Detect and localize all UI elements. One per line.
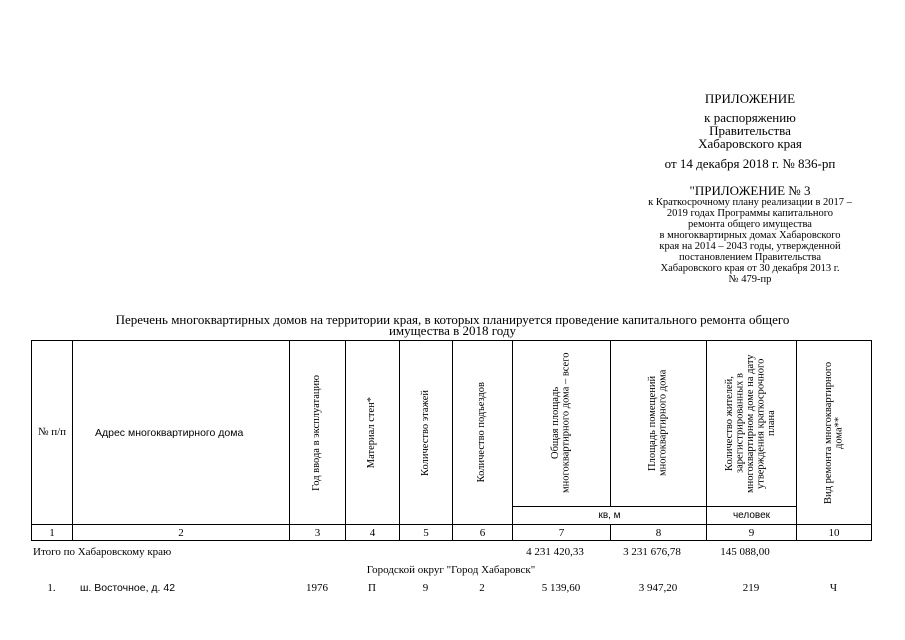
header-num: № п/п bbox=[32, 341, 73, 525]
document-title-line2: имущества в 2018 году bbox=[388, 323, 517, 338]
row-residents: 219 bbox=[742, 582, 760, 594]
appendix3-line: Хабаровского края от 30 декабря 2013 г. bbox=[660, 263, 840, 274]
appendix3-line: 2019 годах Программы капитального bbox=[666, 208, 834, 219]
col-number: 1 bbox=[32, 525, 73, 541]
appendix3-line: края на 2014 – 2043 годы, утвержденной bbox=[659, 241, 841, 252]
houses-table bbox=[31, 340, 872, 541]
row-year: 1976 bbox=[306, 582, 328, 594]
appendix-line: Правительства bbox=[709, 123, 791, 138]
col-number: 4 bbox=[346, 525, 400, 541]
header-year: Год ввода в эксплуатацию bbox=[290, 341, 346, 525]
col-number: 5 bbox=[400, 525, 453, 541]
col-number: 8 bbox=[611, 525, 707, 541]
header-material: Материал стен* bbox=[346, 341, 400, 525]
appendix-line: Хабаровского края bbox=[698, 136, 802, 151]
appendix3-title: "ПРИЛОЖЕНИЕ № 3 bbox=[689, 183, 811, 198]
appendix3-line: к Краткосрочному плану реализации в 2017 – bbox=[648, 197, 852, 208]
unit-area: кв, м bbox=[513, 506, 707, 524]
appendix3-line: в многоквартирных домах Хабаровского bbox=[659, 230, 841, 241]
col-number: 9 bbox=[707, 525, 797, 541]
appendix3-line: ремонта общего имущества bbox=[688, 219, 812, 230]
document-title-line1: Перечень многоквартирных домов на территории края, в которых планируется проведение капитального ремонта общего bbox=[115, 312, 790, 327]
row-material: П bbox=[368, 582, 376, 594]
appendix-title: ПРИЛОЖЕНИЕ bbox=[704, 91, 796, 106]
col-number: 6 bbox=[453, 525, 513, 541]
header-entrances: Количество подъездов bbox=[453, 341, 513, 525]
appendix-date: от 14 декабря 2018 г. № 836-рп bbox=[664, 156, 836, 171]
total-premises-value: 3 231 676,78 bbox=[623, 546, 681, 558]
appendix3-line: постановлением Правительства bbox=[678, 252, 821, 263]
total-residents-value: 145 088,00 bbox=[720, 546, 770, 558]
total-label: Итого по Хабаровскому краю bbox=[33, 546, 172, 558]
row-repair-type: Ч bbox=[829, 582, 838, 594]
header-total-area: Общая площадь многоквартирного дома – всего bbox=[513, 341, 611, 507]
header-repair-type: Вид ремонта многоквартирного дома** bbox=[797, 341, 872, 525]
district-heading: Городской округ "Город Хабаровск" bbox=[366, 564, 536, 576]
appendix3-line: № 479-пр bbox=[728, 274, 772, 285]
row-premises-area: 3 947,20 bbox=[638, 582, 678, 594]
total-area-value: 4 231 420,33 bbox=[526, 546, 584, 558]
col-number: 10 bbox=[797, 525, 872, 541]
col-number: 3 bbox=[290, 525, 346, 541]
row-floors: 9 bbox=[422, 582, 429, 594]
row-total-area: 5 139,60 bbox=[541, 582, 581, 594]
header-premises-area: Площадь помещений многоквартирного дома bbox=[611, 341, 707, 507]
row-address: ш. Восточное, д. 42 bbox=[80, 582, 176, 594]
header-address: Адрес многоквартирного дома bbox=[73, 341, 290, 525]
unit-people: человек bbox=[707, 506, 797, 524]
col-number: 2 bbox=[73, 525, 290, 541]
appendix-line: к распоряжению bbox=[704, 110, 796, 125]
header-residents: Количество жителей, зарегистрированных в многоквартирном доме на дату утверждения краткосрочного плана bbox=[707, 341, 797, 507]
row-entrances: 2 bbox=[479, 582, 485, 594]
col-number: 7 bbox=[513, 525, 611, 541]
header-floors: Количество этажей bbox=[400, 341, 453, 525]
row-num: 1. bbox=[47, 582, 56, 594]
